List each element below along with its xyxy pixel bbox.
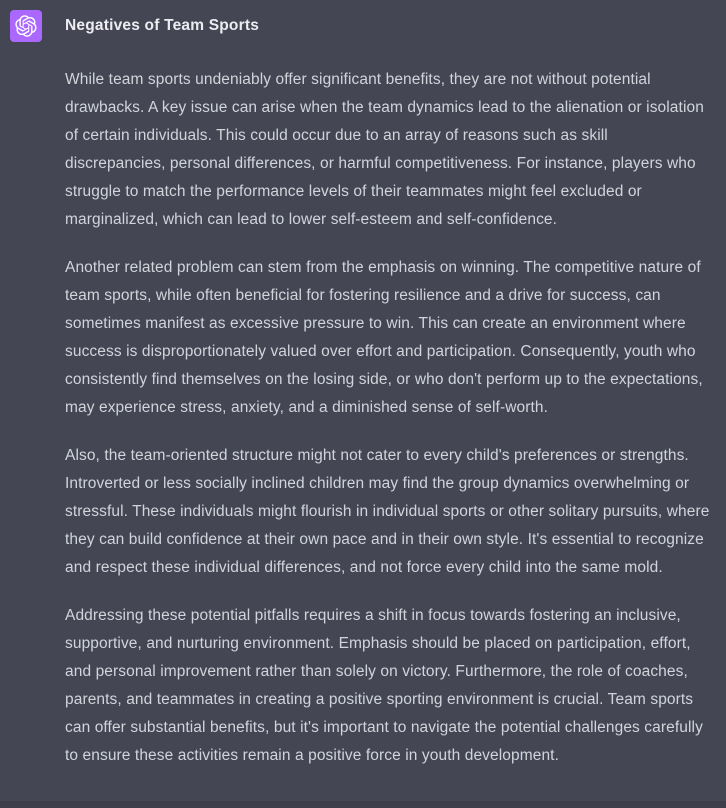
conversation-title: Negatives of Team Sports (65, 17, 260, 34)
message-paragraph: Addressing these potential pitfalls requires a shift in focus towards fostering an inclusive, supportive, and nurturing environment. Emphasis should be placed on participation, effort, and personal improvement rather than solely on victory. Furthermore, the role of coaches, parents, and teammates in creating a positive sporting environment is crucial. Team sports can offer substantial benefits, but it's important to navigate the potential challenges carefully to ensure these activities remain a positive force in youth development. (65, 607, 703, 764)
assistant-avatar (10, 10, 42, 42)
next-row-divider (0, 801, 726, 808)
assistant-message (65, 66, 712, 770)
openai-logo-icon (15, 15, 37, 37)
message-paragraph: Also, the team-oriented structure might not cater to every child's preferences or strengths. Introverted or less socially inclined children may find the group dynamics overwhelming or stressful. These individuals might flourish in individual sports or other solitary pursuits, where they can build confidence at their own pace and in their own style. It's essential to recognize and respect these individual differences, and not force every child into the same mold. (65, 447, 710, 576)
message-paragraph: While team sports undeniably offer significant benefits, they are not without potential drawbacks. A key issue can arise when the team dynamics lead to the alienation or isolation of certain individuals. This could occur due to an array of reasons such as skill discrepancies, personal differences, or harmful competitiveness. For instance, players who struggle to match the performance levels of their teammates might feel excluded or marginalized, which can lead to lower self-esteem and self-confidence. (65, 71, 704, 228)
message-paragraph: Another related problem can stem from the emphasis on winning. The competitive nature of team sports, while often beneficial for fostering resilience and a drive for success, can sometimes manifest as excessive pressure to win. This can create an environment where success is disproportionately valued over effort and participation. Consequently, youth who consistently find themselves on the losing side, or who don't perform up to the expectations, may experience stress, anxiety, and a diminished sense of self-worth. (65, 259, 703, 416)
message-header (0, 0, 726, 42)
